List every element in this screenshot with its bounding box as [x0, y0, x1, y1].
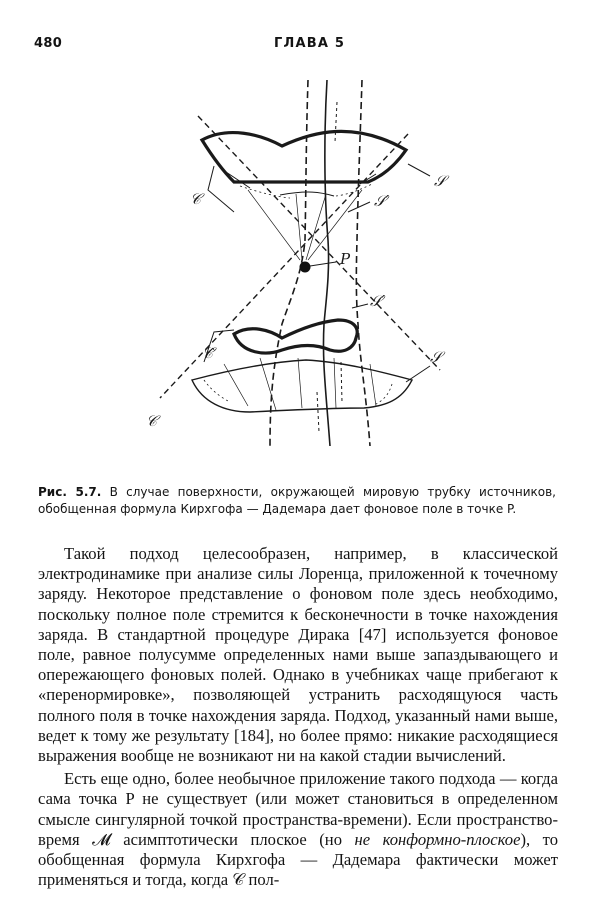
caption-label: Рис. 5.7.	[38, 485, 102, 499]
page-number: 480	[34, 36, 63, 51]
label-curve-c-hat: 𝒞̂	[202, 344, 213, 362]
event-point-p	[300, 262, 311, 273]
chapter-title: ГЛАВА 5	[274, 36, 346, 51]
label-surface-s-prime-lower: 𝒮′	[370, 292, 386, 310]
paragraph-2-emphasis: не конформно-плоское	[354, 829, 521, 849]
light-cone-figure	[130, 62, 450, 468]
label-point-p: P	[340, 250, 351, 268]
paragraph-2-part-a: Есть еще одно, более необычное приложение такого подхода — когда сама точка P не существует (или может становиться в определенном смысле сингулярной точкой пространства-времени). Если пространство-время 𝓜 асимптотически плоское (но	[38, 769, 558, 849]
paragraph-2-part-b: ), то обобщенная формула Кирхгофа — Дадемара фактически может применяться и тогда, когда 𝒞 пол-	[38, 829, 558, 890]
caption-text: В случае поверхности, окружающей мировую трубку источников, обобщенная формула Кирхгофа — Дадемара дает фоновое поле в точке P.	[38, 485, 556, 516]
label-pointer-p	[310, 262, 336, 266]
paragraph-1: Такой подход целесообразен, например, в классической электродинамике при анализе силы Лоренца, приложенной к точечному заряду. Некоторое представление о фоновом поле здесь необходимо, поскольку полное поле стремится к бесконечности в точке нахождения заряда. В стандартной процедуре Дирака [47] используется фоновое поле, равное полусумме определенных нами выше запаздывающего и опережающего фоновых полей. Однако в учебниках чаще прибегают к «перенормировке», позволяющей устранить расходящуюся часть полного поля в точке нахождения заряда. Подход, указанный нами выше, ведет к тому же результату [184], но более прямо: никакие расходящиеся выражения вообще не возникают ни на какой стадии вычислений.	[38, 544, 558, 766]
body-text	[38, 544, 558, 890]
label-surface-s-prime-upper: 𝒮′	[374, 192, 390, 210]
lower-cone	[192, 320, 412, 412]
leader-lines	[204, 164, 430, 382]
label-surface-s-bottom: 𝒮	[430, 348, 442, 366]
figure-caption	[38, 484, 556, 518]
label-surface-s-top: 𝒮	[434, 172, 446, 190]
label-curve-c-bottom: 𝒞	[146, 412, 157, 430]
paragraph-2	[38, 769, 558, 890]
label-curve-c-upper: 𝒞	[190, 190, 201, 208]
